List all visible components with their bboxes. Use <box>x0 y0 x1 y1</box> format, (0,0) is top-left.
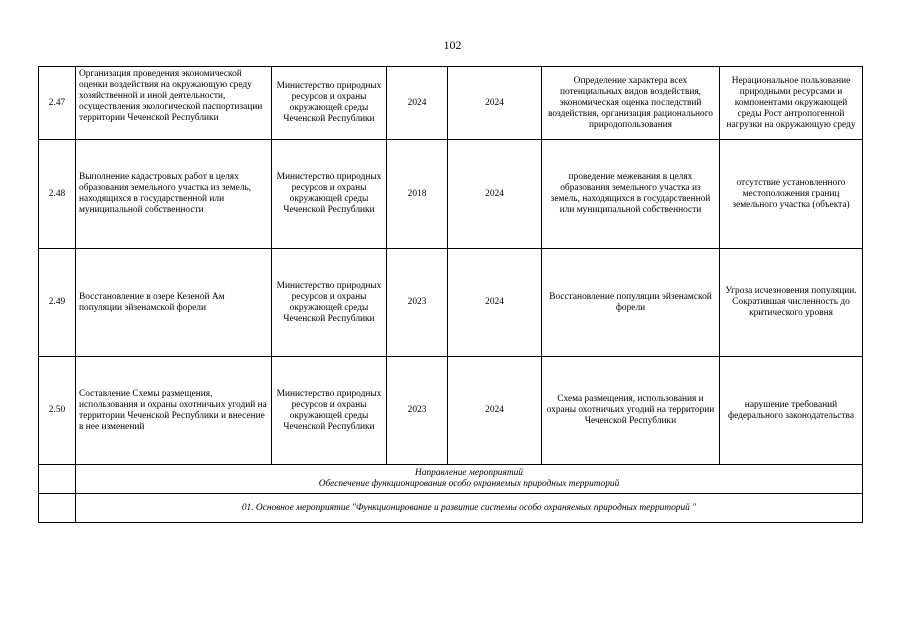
empty-cell <box>39 465 76 494</box>
start-year: 2023 <box>387 357 448 465</box>
expected-result: Схема размещения, использования и охраны охотничьих угодий на территории Чеченской Республики <box>542 357 720 465</box>
row-number: 2.50 <box>39 357 76 465</box>
empty-cell <box>39 494 76 523</box>
executor: Министерство природных ресурсов и охраны окружающей среды Чеченской Республики <box>272 357 387 465</box>
main-event-title: 01. Основное мероприятие "Функционирование и развитие системы особо охраняемых природных территорий " <box>76 494 863 523</box>
end-year: 2024 <box>448 357 542 465</box>
table-row <box>39 67 863 140</box>
direction-label: Направление мероприятий <box>414 468 523 478</box>
executor: Министерство природных ресурсов и охраны окружающей среды Чеченской Республики <box>272 67 387 140</box>
row-number: 2.48 <box>39 140 76 249</box>
executor: Министерство природных ресурсов и охраны окружающей среды Чеченской Республики <box>272 249 387 357</box>
start-year: 2023 <box>387 249 448 357</box>
measure-name: Организация проведения экономической оценки воздействия на окружающую среду хозяйственной и иной деятельности, осуществления экологической паспортизации территории Чеченской Республики <box>76 67 272 140</box>
start-year: 2024 <box>387 67 448 140</box>
direction-heading <box>76 465 863 494</box>
consequences: отсутствие установленного местоположения границ земельного участка (объекта) <box>720 140 863 249</box>
page-number: 102 <box>443 38 462 52</box>
consequences: Угроза исчезновения популяции. Сократившая численность до критического уровня <box>720 249 863 357</box>
direction-row <box>39 465 863 494</box>
end-year: 2024 <box>448 249 542 357</box>
table-row <box>39 140 863 249</box>
measures-table <box>38 66 863 523</box>
expected-result: Восстановление популяции эйзенамской форели <box>542 249 720 357</box>
table-row <box>39 357 863 465</box>
consequences: Нерациональное пользование природными ресурсами и компонентами окружающей среды Рост антропогенной нагрузки на окружающую среду <box>720 67 863 140</box>
start-year: 2018 <box>387 140 448 249</box>
measure-name: Составление Схемы размещения, использования и охраны охотничьих угодий на территории Чеченской Республики и внесение в нее изменений <box>76 357 272 465</box>
expected-result: Определение характера всех потенциальных видов воздействия, экономическая оценка последствий воздействия, организация рационального природопользования <box>542 67 720 140</box>
consequences: нарушение требований федерального законодательства <box>720 357 863 465</box>
main-event-row <box>39 494 863 523</box>
row-number: 2.49 <box>39 249 76 357</box>
expected-result: проведение межевания в целях образования земельного участка из земель, находящихся в государственной или муниципальной собственности <box>542 140 720 249</box>
row-number: 2.47 <box>39 67 76 140</box>
end-year: 2024 <box>448 140 542 249</box>
direction-text: Обеспечение функционирования особо охраняемых природных территорий <box>318 479 620 489</box>
measure-name: Восстановление в озере Кезеной Ам популяции эйзенамской форели <box>76 249 272 357</box>
measure-name: Выполнение кадастровых работ в целях образования земельного участка из земель, находящихся в государственной или муниципальной собственности <box>76 140 272 249</box>
end-year: 2024 <box>448 67 542 140</box>
executor: Министерство природных ресурсов и охраны окружающей среды Чеченской Республики <box>272 140 387 249</box>
table-row <box>39 249 863 357</box>
